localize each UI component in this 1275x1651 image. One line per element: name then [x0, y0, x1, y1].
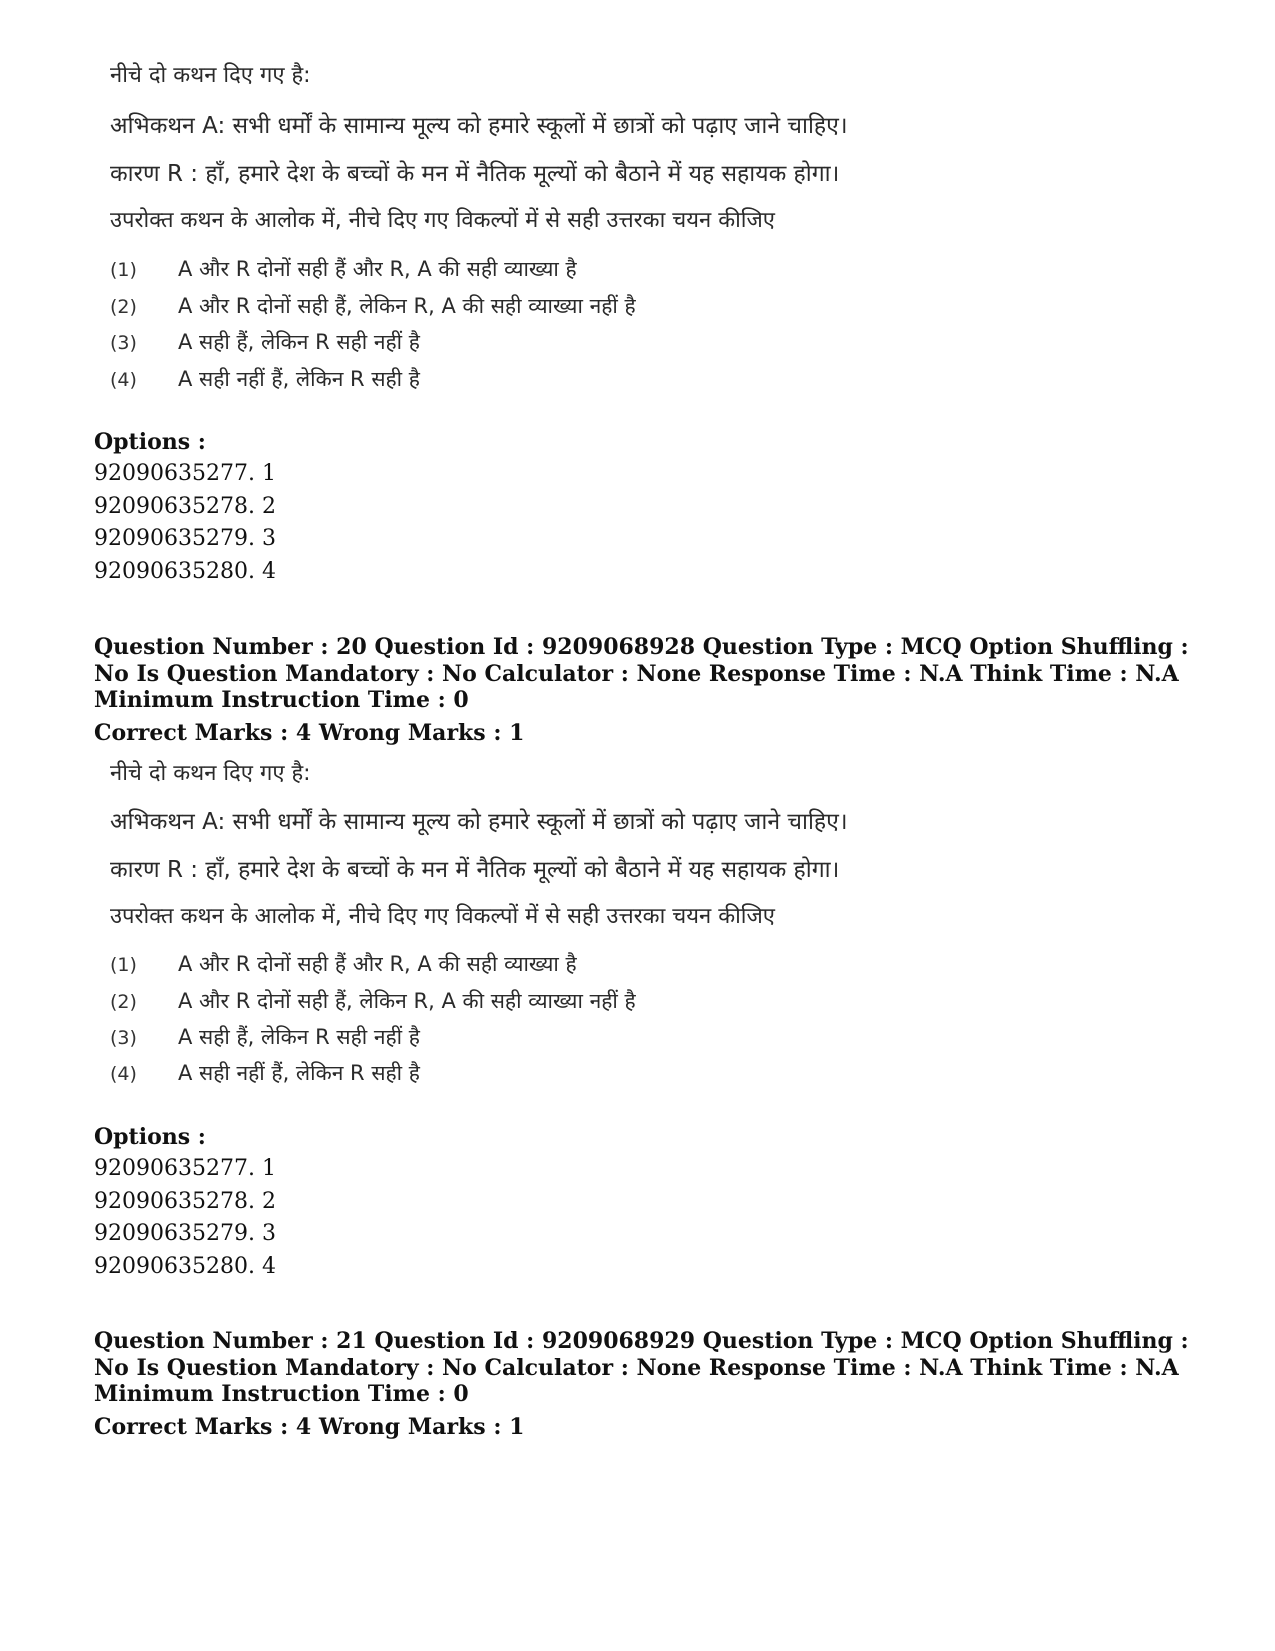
instruction-text: उपरोक्त कथन के आलोक में, नीचे दिए गए विकल्पों में से सही उत्तरका चयन कीजिए [110, 904, 775, 929]
question-image [110, 60, 1010, 400]
option-item: 92090635278. 2 [94, 493, 276, 519]
option-item: 92090635279. 3 [94, 1221, 276, 1246]
question-meta [94, 634, 1194, 748]
choice-item: (3) A सही हैं, लेकिन R सही नहीं है [110, 330, 420, 354]
question-image [110, 760, 1010, 1095]
choice-item: (4) A सही नहीं हैं, लेकिन R सही है [110, 367, 420, 391]
choice-item: (1) A और R दोनों सही हैं और R, A की सही व्याख्या है [110, 257, 577, 281]
reason-text: कारण R : हाँ, हमारे देश के बच्चों के मन में नैतिक मूल्यों को बैठाने में यह सहायक होगा। [110, 857, 840, 883]
choice-item: (2) A और R दोनों सही हैं, लेकिन R, A की सही व्याख्या नहीं है [110, 294, 636, 318]
assertion-text: अभिकथन A: सभी धर्मों के सामान्य मूल्य को हमारे स्कूलों में छात्रों को पढ़ाए जाने चाहिए। [110, 113, 848, 139]
assertion-text: अभिकथन A: सभी धर्मों के सामान्य मूल्य को हमारे स्कूलों में छात्रों को पढ़ाए जाने चाहिए। [110, 809, 848, 835]
question-meta [94, 1328, 1194, 1442]
statement-intro: नीचे दो कथन दिए गए है: [110, 63, 311, 88]
marks-text: Correct Marks : 4 Wrong Marks : 1 [94, 1413, 525, 1440]
choice-item: (4) A सही नहीं हैं, लेकिन R सही है [110, 1061, 420, 1085]
options-heading: Options : [94, 1124, 206, 1150]
options-list [94, 426, 276, 588]
option-item: 92090635280. 4 [94, 558, 276, 584]
choice-item: (3) A सही हैं, लेकिन R सही नहीं है [110, 1025, 420, 1049]
question-meta-text: Question Number : 21 Question Id : 9209068929 Question Type : MCQ Option Shuffling : No Is Question Mandatory : No Calculator : None Response Time : N.A Think Time : N.A Minimum Instruction Time : 0 [94, 1328, 1189, 1407]
options-heading: Options : [94, 429, 206, 455]
option-item: 92090635279. 3 [94, 526, 276, 551]
question-meta-text: Question Number : 20 Question Id : 9209068928 Question Type : MCQ Option Shuffling : No Is Question Mandatory : No Calculator : None Response Time : N.A Think Time : N.A Minimum Instruction Time : 0 [94, 634, 1189, 713]
options-list [94, 1121, 276, 1283]
option-item: 92090635280. 4 [94, 1253, 276, 1279]
option-item: 92090635278. 2 [94, 1188, 276, 1214]
reason-text: कारण R : हाँ, हमारे देश के बच्चों के मन में नैतिक मूल्यों को बैठाने में यह सहायक होगा। [110, 161, 840, 187]
option-item: 92090635277. 1 [94, 1156, 276, 1181]
option-item: 92090635277. 1 [94, 461, 276, 486]
statement-intro: नीचे दो कथन दिए गए है: [110, 761, 311, 786]
choice-item: (1) A और R दोनों सही हैं और R, A की सही व्याख्या है [110, 952, 577, 976]
instruction-text: उपरोक्त कथन के आलोक में, नीचे दिए गए विकल्पों में से सही उत्तरका चयन कीजिए [110, 208, 775, 233]
marks-text: Correct Marks : 4 Wrong Marks : 1 [94, 719, 525, 746]
choice-item: (2) A और R दोनों सही हैं, लेकिन R, A की सही व्याख्या नहीं है [110, 989, 636, 1013]
